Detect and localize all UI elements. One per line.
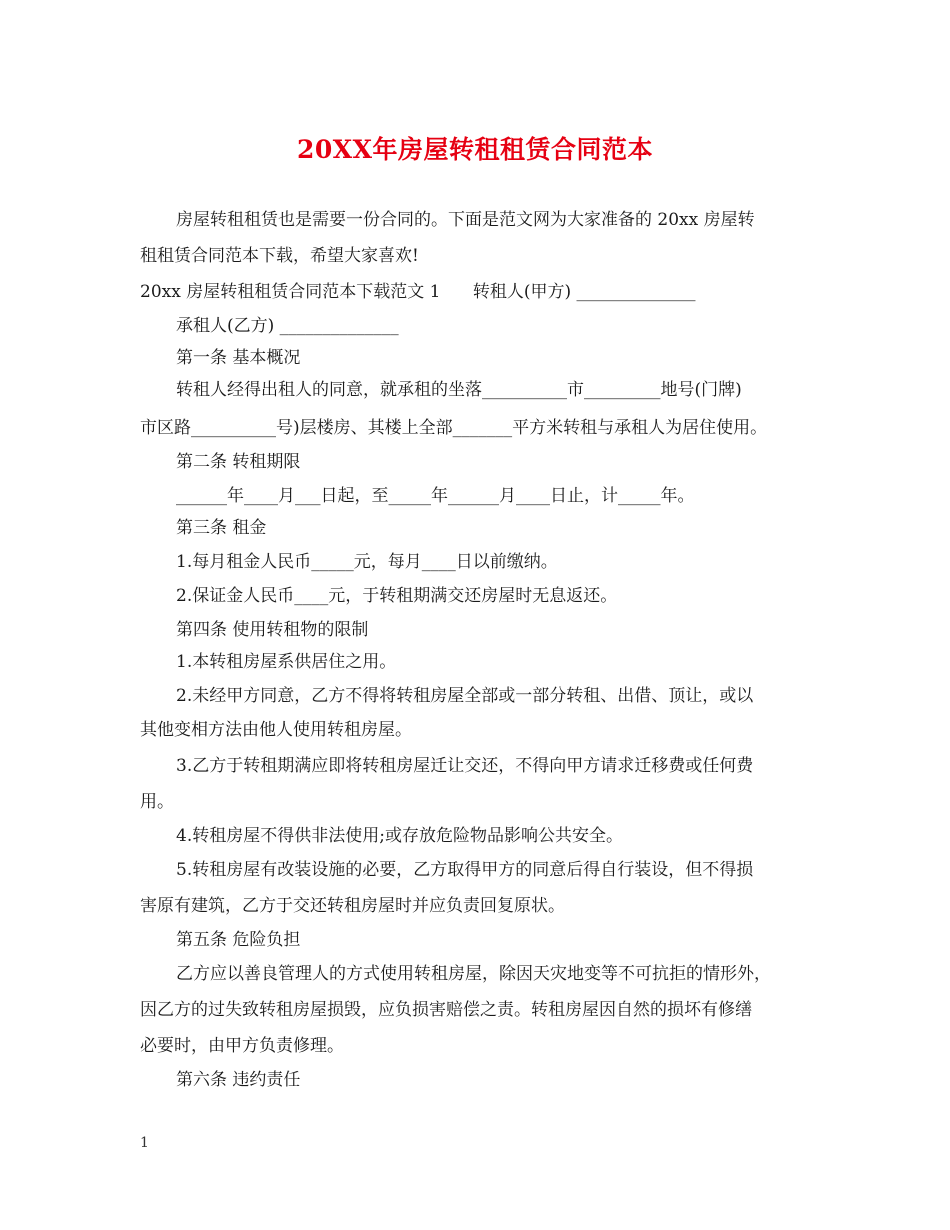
article-3-item-1: 1.每月租金人民币_____元，每月____日以前缴纳。 bbox=[176, 552, 558, 572]
article-4-item-2-line-2: 其他变相方法由他人使用转租房屋。 bbox=[140, 720, 412, 740]
article-4-item-3-line-2: 用。 bbox=[140, 792, 174, 812]
sample-title-and-sublessor: 20xx 房屋转租租赁合同范本下载范文 1 转租人(甲方) ______________ bbox=[140, 282, 696, 302]
article-4-item-1: 1.本转租房屋系供居住之用。 bbox=[176, 652, 397, 672]
article-4-item-5-line-1: 5.转租房屋有改装设施的必要，乙方取得甲方的同意后得自行装设，但不得损 bbox=[176, 860, 754, 880]
document-title: 20XX年房屋转租租赁合同范本 bbox=[296, 135, 654, 164]
article-5-heading: 第五条 危险负担 bbox=[176, 930, 301, 950]
article-4-item-2-line-1: 2.未经甲方同意，乙方不得将转租房屋全部或一部分转租、出借、顶让，或以 bbox=[176, 686, 754, 706]
article-4-heading: 第四条 使用转租物的限制 bbox=[176, 620, 369, 640]
article-5-line-2: 因乙方的过失致转租房屋损毁，应负损害赔偿之责。转租房屋因自然的损坏有修缮 bbox=[140, 1000, 752, 1020]
article-1-heading: 第一条 基本概况 bbox=[176, 348, 301, 368]
article-3-heading: 第三条 租金 bbox=[176, 518, 267, 538]
article-5-line-1: 乙方应以善良管理人的方式使用转租房屋，除因天灾地变等不可抗拒的情形外， bbox=[176, 964, 771, 984]
article-4-item-4: 4.转租房屋不得供非法使用;或存放危险物品影响公共安全。 bbox=[176, 826, 623, 846]
article-5-line-3: 必要时，由甲方负责修理。 bbox=[140, 1036, 344, 1056]
article-4-item-3-line-1: 3.乙方于转租期满应即将转租房屋迁让交还，不得向甲方请求迁移费或任何费 bbox=[176, 756, 754, 776]
article-1-line-2: 市区路__________号)层楼房、其楼上全部_______平方米转租与承租人为居住使用。 bbox=[140, 418, 768, 438]
article-1-line-1: 转租人经得出租人的同意，就承租的坐落__________市_________地号(门牌) bbox=[176, 380, 742, 400]
article-3-item-2: 2.保证金人民币____元，于转租期满交还房屋时无息返还。 bbox=[176, 586, 618, 606]
page-number: 1 bbox=[140, 1135, 149, 1151]
sublessee-line: 承租人(乙方) ______________ bbox=[176, 316, 399, 336]
article-2-term-line: ______年____月___日起，至_____年______月____日止，计_____年。 bbox=[176, 486, 695, 506]
article-2-heading: 第二条 转租期限 bbox=[176, 452, 301, 472]
article-6-heading: 第六条 违约责任 bbox=[176, 1070, 301, 1090]
paragraph-intro-line-1: 房屋转租租赁也是需要一份合同的。下面是范文网为大家准备的 20xx 房屋转 bbox=[176, 210, 755, 230]
paragraph-intro-line-2: 租租赁合同范本下载，希望大家喜欢! bbox=[140, 246, 419, 266]
article-4-item-5-line-2: 害原有建筑，乙方于交还转租房屋时并应负责回复原状。 bbox=[140, 896, 565, 916]
